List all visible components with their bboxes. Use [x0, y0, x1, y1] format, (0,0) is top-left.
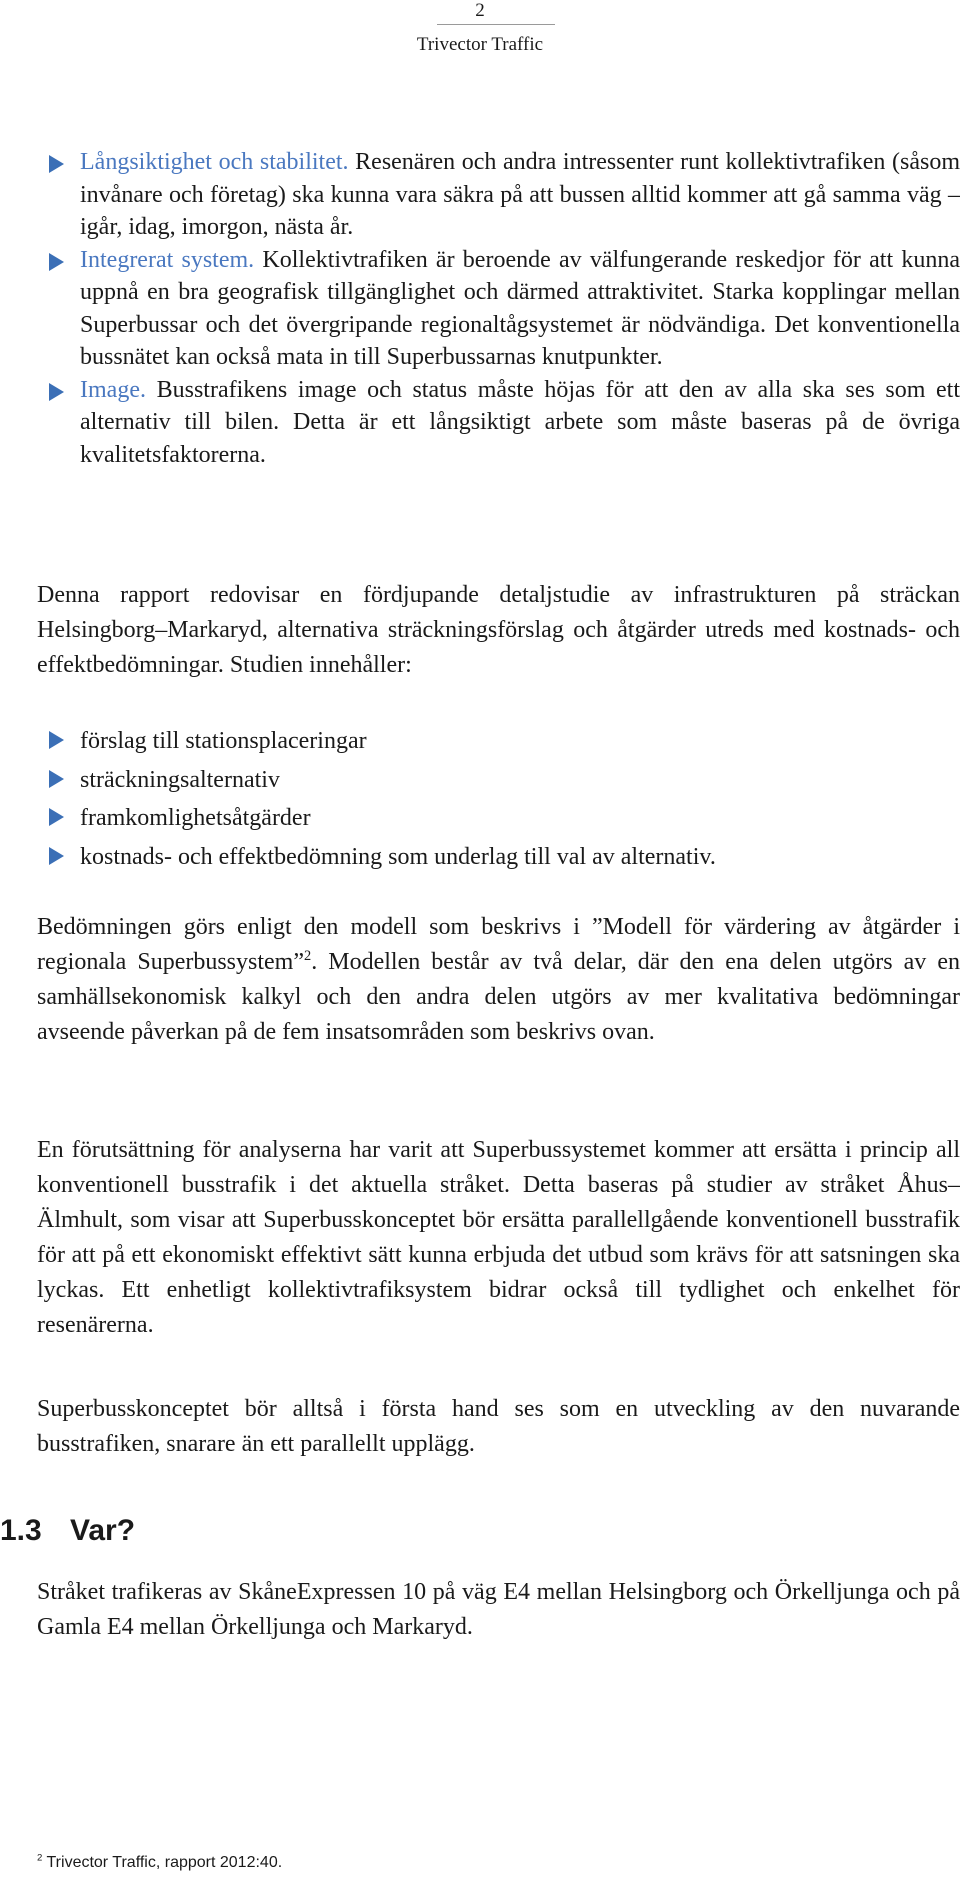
assessment-text-after: . Modellen består av två delar, där den ena delen utgörs av en samhällsekonomisk kalkyl och den andra delen utgörs av mer kvalitativa bedömningar avseende påverkan på de fem insatsområden som beskrivs ovan. [37, 949, 960, 1045]
list-item [80, 722, 960, 761]
bullet-lead: Integrerat system. [80, 246, 255, 273]
intro-paragraph: Denna rapport redovisar en fördjupande detaljstudie av infrastrukturen på sträckan Helsingborg–Markaryd, alternativa sträckningsförslag och åtgärder utreds med kostnads- och effektbedömningar. Studien innehåller: [37, 582, 960, 678]
bullet-text: sträckningsalternativ [80, 766, 280, 793]
list-item [80, 146, 960, 244]
bullet-text: Resenären och andra intressenter runt kollektivtrafiken (såsom invånare och företag) ska kunna vara säkra på att bussen alltid kommer att gå samma väg – igår, idag, imorgon, nästa år. [80, 149, 960, 240]
bullet-text: förslag till stationsplaceringar [80, 728, 367, 754]
header-divider [437, 24, 555, 25]
triangle-bullet-icon [49, 770, 64, 788]
footnote-text: Trivector Traffic, rapport 2012:40. [42, 1854, 283, 1871]
list-item [80, 761, 960, 800]
triangle-bullet-icon [49, 731, 64, 749]
assessment-paragraph [37, 910, 960, 1050]
bullet-lead: Långsiktighet och stabilitet. [80, 149, 349, 175]
list-item [80, 799, 960, 838]
triangle-bullet-icon [49, 847, 64, 865]
concept-paragraph: Superbusskonceptet bör alltså i första hand ses som en utveckling av den nuvarande busstrafiken, snarare än ett parallellt upplägg. [37, 1396, 960, 1457]
section-heading [0, 1511, 135, 1551]
running-header: Trivector Traffic [416, 34, 544, 55]
bullet-text: Kollektivtrafiken är beroende av välfungerande reskedjor för att kunna uppnå en bra geografisk tillgänglighet och därmed attraktivitet. Starka kopplingar mellan Superbussar och det övergripande regionaltågsystemet är nödvändiga. Det konventionella bussnätet kan också mata in till Superbussarnas knutpunkter. [80, 246, 960, 370]
list-item [80, 838, 960, 877]
where-paragraph: Stråket trafikeras av SkåneExpressen 10 på väg E4 mellan Helsingborg och Örkelljunga och på Gamla E4 mellan Örkelljunga och Markaryd. [37, 1579, 960, 1640]
list-item [80, 374, 960, 472]
triangle-bullet-icon [49, 253, 64, 271]
triangle-bullet-icon [49, 383, 64, 401]
list-item [80, 244, 960, 374]
triangle-bullet-icon [49, 808, 64, 826]
footnote-reference: 2 [304, 948, 312, 964]
page-number: 2 [475, 0, 485, 21]
quality-factor-list [80, 146, 960, 471]
premise-paragraph: En förutsättning för analyserna har varit att Superbussystemet kommer att ersätta i princip all konventionell busstrafik i det aktuella stråket. Detta baseras på studier av stråket Åhus–Älmhult, som visar att Superbusskonceptet bör ersätta parallellgående konventionell busstrafik för att på ett ekonomiskt effektivt sätt kunna erbjuda det utbud som krävs för att satsningen ska lyckas. Ett enhetligt kollektivtrafiksystem bidrar också till tydlighet och enkelhet för resenärerna. [37, 1137, 960, 1338]
triangle-bullet-icon [49, 155, 64, 173]
bullet-lead: Image. [80, 376, 146, 403]
section-title: Var? [70, 1514, 136, 1547]
bullet-text: kostnads- och effektbedömning som underlag till val av alternativ. [80, 843, 716, 870]
assessment-text-before: Bedömningen görs enligt den modell som beskrivs i ”Modell för värdering av åtgärder i regionala Superbussystem” [37, 914, 960, 975]
footnote [37, 1853, 282, 1873]
bullet-text: framkomlighetsåtgärder [80, 805, 311, 831]
bullet-text: Busstrafikens image och status måste höjas för att den av alla ska ses som ett alternativ till bilen. Detta är ett långsiktigt arbete som måste baseras på de övriga kvalitetsfaktorerna. [80, 376, 960, 468]
section-number: 1.3 [0, 1514, 42, 1547]
study-contents-list [80, 722, 960, 876]
footnote-number: 2 [37, 1852, 43, 1864]
